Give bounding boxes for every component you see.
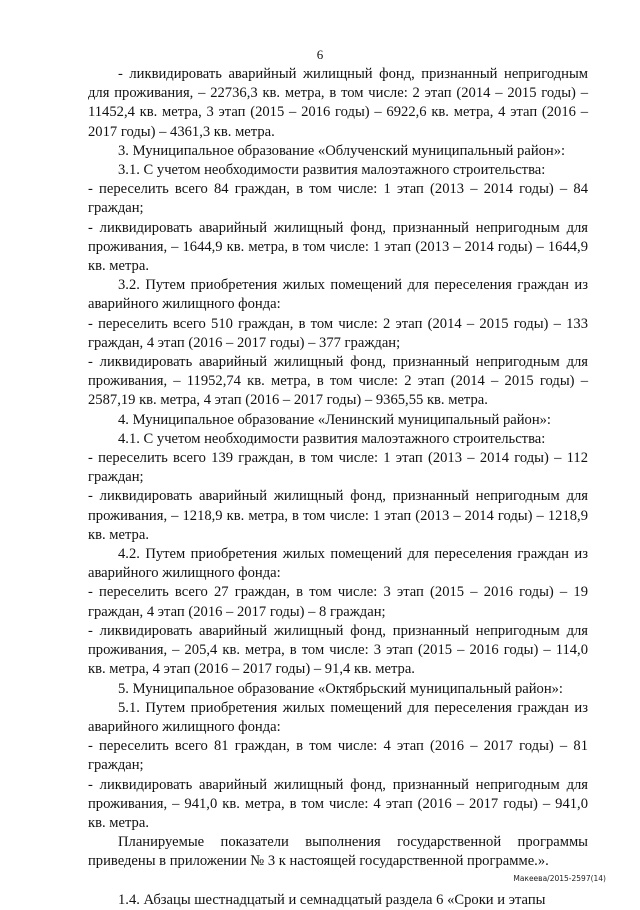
paragraph: - переселить всего 510 граждан, в том числе: 2 этап (2014 – 2015 годы) – 133 граждан, 4 этап (2016 – 2017 годы) – 377 граждан;: [88, 315, 588, 351]
page-number: 6: [316, 47, 324, 62]
paragraph: 3.1. С учетом необходимости развития малоэтажного строительства:: [118, 162, 546, 179]
paragraph: - ликвидировать аварийный жилищный фонд, признанный непригодным для проживания, – 205,4 кв. метра, в том числе: 3 этап (2015 – 2016 годы) – 114,0 кв. метра, 4 этап (2016 – 2017 годы) – 91,4 кв. метра.: [88, 622, 588, 678]
paragraph: - переселить всего 27 граждан, в том числе: 3 этап (2015 – 2016 годы) – 19 граждан, 4 этап (2016 – 2017 годы) – 8 граждан;: [88, 584, 588, 620]
paragraph: 4. Муниципальное образование «Ленинский муниципальный район»:: [118, 411, 551, 428]
paragraph: - ликвидировать аварийный жилищный фонд, признанный непригодным для проживания, – 22736,3 кв. метра, в том числе: 2 этап (2014 – 2015 годы) – 11452,4 кв. метра, 3 этап (2015 – 2016 годы) – 6922,6 кв. метра, 4 этап (2016 – 2017 годы) – 4361,3 кв. метра.: [88, 66, 588, 140]
paragraph: - переселить всего 81 граждан, в том числе: 4 этап (2016 – 2017 годы) – 81 граждан;: [88, 738, 588, 774]
paragraph: 4.1. С учетом необходимости развития малоэтажного строительства:: [118, 430, 546, 447]
paragraph: - ликвидировать аварийный жилищный фонд, признанный непригодным для проживания, – 1644,9 кв. метра, в том числе: 1 этап (2013 – 2014 годы) – 1644,9 кв. метра.: [88, 219, 588, 275]
paragraph: 4.2. Путем приобретения жилых помещений для переселения граждан из аварийного жилищного фонда:: [88, 546, 588, 582]
paragraph: - переселить всего 139 граждан, в том числе: 1 этап (2013 – 2014 годы) – 112 граждан;: [88, 450, 588, 486]
document-body: [88, 65, 588, 910]
paragraph: - ликвидировать аварийный жилищный фонд, признанный непригодным для проживания, – 941,0 кв. метра, в том числе: 4 этап (2016 – 2017 годы) – 941,0 кв. метра.: [88, 776, 588, 831]
paragraph: 3.2. Путем приобретения жилых помещений для переселения граждан из аварийного жилищного фонда:: [88, 277, 588, 313]
paragraph: - ликвидировать аварийный жилищный фонд, признанный непригодным для проживания, – 1218,9 кв. метра, в том числе: 1 этап (2013 – 2014 годы) – 1218,9 кв. метра.: [88, 488, 588, 543]
paragraph: 1.4. Абзацы шестнадцатый и семнадцатый раздела 6 «Сроки и этапы: [118, 891, 546, 908]
paragraph: 5.1. Путем приобретения жилых помещений для переселения граждан из аварийного жилищного фонда:: [88, 699, 588, 735]
paragraph: - переселить всего 84 граждан, в том числе: 1 этап (2013 – 2014 годы) – 84 граждан;: [88, 181, 588, 217]
paragraph: 3. Муниципальное образование «Облученский муниципальный район»:: [118, 142, 566, 159]
paragraph: Планируемые показатели выполнения государственной программы приведены в приложении № 3 к настоящей государственной программе.».: [88, 834, 588, 870]
paragraph: - ликвидировать аварийный жилищный фонд, признанный непригодным для проживания, – 11952,74 кв. метра, в том числе: 2 этап (2014 – 2015 годы) – 2587,19 кв. метра, 4 этап (2016 – 2017 годы) – 9365,55 кв. метра.: [88, 354, 588, 409]
footer-reference: Макеева/2015-2597(14): [513, 874, 606, 883]
paragraph: 5. Муниципальное образование «Октябрьский муниципальный район»:: [118, 680, 563, 697]
